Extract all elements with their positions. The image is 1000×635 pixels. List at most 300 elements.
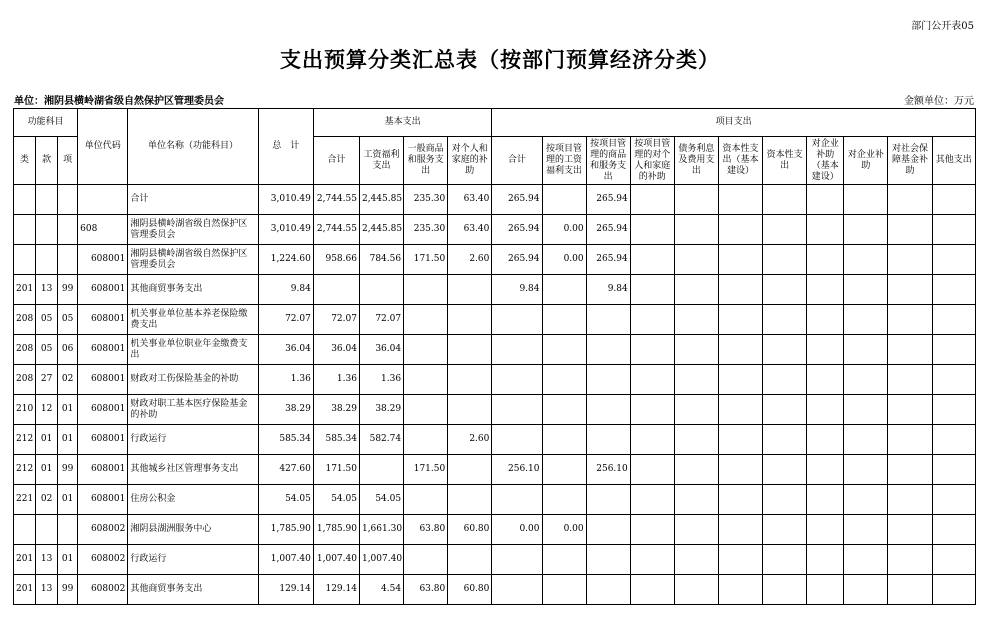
cell-kuan: 02 xyxy=(36,485,58,515)
cell-empty xyxy=(630,455,674,485)
cell-empty xyxy=(807,365,844,395)
cell-b-pers: 60.80 xyxy=(448,515,492,545)
cell-empty xyxy=(932,215,975,245)
cell-empty xyxy=(630,425,674,455)
cell-empty xyxy=(888,245,932,275)
header-basic: 基本支出 xyxy=(313,109,492,137)
cell-lei xyxy=(14,245,36,275)
cell-empty xyxy=(932,245,975,275)
cell-p-goods xyxy=(586,515,630,545)
table-number-label: 部门公开表05 xyxy=(911,21,974,32)
cell-b-goods xyxy=(404,365,448,395)
cell-empty xyxy=(932,275,975,305)
cell-b-sum: 958.66 xyxy=(313,245,359,275)
cell-total: 1,224.60 xyxy=(258,245,313,275)
cell-empty xyxy=(888,215,932,245)
cell-empty xyxy=(888,575,932,605)
cell-empty xyxy=(888,455,932,485)
cell-empty xyxy=(888,305,932,335)
cell-name: 财政对工伤保险基金的补助 xyxy=(128,365,258,395)
cell-empty xyxy=(763,245,807,275)
cell-xiang xyxy=(58,215,78,245)
cell-code: 608 xyxy=(78,215,128,245)
cell-b-sum: 38.29 xyxy=(313,395,359,425)
cell-empty xyxy=(719,365,763,395)
unit-label: 单位：湘阴县横岭湖省级自然保护区管理委员会 xyxy=(14,96,224,107)
cell-code xyxy=(78,185,128,215)
table-row xyxy=(14,545,976,575)
cell-xiang xyxy=(58,185,78,215)
cell-p-wage xyxy=(542,455,586,485)
money-unit-label: 金额单位：万元 xyxy=(904,96,974,107)
cell-empty xyxy=(807,545,844,575)
cell-xiang: 01 xyxy=(58,545,78,575)
cell-p-sum xyxy=(492,545,542,575)
budget-table xyxy=(13,108,976,605)
cell-total: 54.05 xyxy=(258,485,313,515)
cell-xiang xyxy=(58,515,78,545)
cell-p-wage xyxy=(542,365,586,395)
cell-b-goods xyxy=(404,305,448,335)
header-unit-name: 单位名称（功能科目） xyxy=(128,109,258,185)
cell-xiang: 06 xyxy=(58,335,78,365)
cell-empty xyxy=(844,515,888,545)
cell-empty xyxy=(763,575,807,605)
cell-b-pers: 63.40 xyxy=(448,185,492,215)
cell-empty xyxy=(932,455,975,485)
cell-p-goods: 256.10 xyxy=(586,455,630,485)
cell-p-sum xyxy=(492,395,542,425)
header-proj-personal: 按项目管理的对个人和家庭的补助 xyxy=(630,137,674,185)
cell-total: 72.07 xyxy=(258,305,313,335)
cell-p-goods: 265.94 xyxy=(586,215,630,245)
cell-empty xyxy=(719,395,763,425)
cell-p-goods xyxy=(586,575,630,605)
cell-kuan: 27 xyxy=(36,365,58,395)
cell-empty xyxy=(630,395,674,425)
cell-total: 129.14 xyxy=(258,575,313,605)
cell-xiang: 99 xyxy=(58,275,78,305)
cell-b-sum: 171.50 xyxy=(313,455,359,485)
header-total: 总 计 xyxy=(258,109,313,185)
cell-empty xyxy=(630,275,674,305)
cell-empty xyxy=(888,335,932,365)
cell-b-sum: 1.36 xyxy=(313,365,359,395)
cell-empty xyxy=(888,425,932,455)
cell-empty xyxy=(763,485,807,515)
cell-b-goods: 235.30 xyxy=(404,185,448,215)
cell-b-wage: 784.56 xyxy=(359,245,403,275)
cell-kuan: 13 xyxy=(36,575,58,605)
cell-p-goods: 265.94 xyxy=(586,185,630,215)
cell-b-goods xyxy=(404,395,448,425)
cell-name: 其他商贸事务支出 xyxy=(128,275,258,305)
cell-xiang: 99 xyxy=(58,455,78,485)
cell-empty xyxy=(888,545,932,575)
cell-empty xyxy=(932,545,975,575)
cell-kuan xyxy=(36,185,58,215)
cell-xiang: 01 xyxy=(58,485,78,515)
cell-total: 36.04 xyxy=(258,335,313,365)
cell-b-wage: 38.29 xyxy=(359,395,403,425)
cell-empty xyxy=(674,335,718,365)
cell-empty xyxy=(763,215,807,245)
cell-empty xyxy=(932,335,975,365)
cell-p-goods xyxy=(586,335,630,365)
cell-empty xyxy=(674,185,718,215)
cell-empty xyxy=(719,185,763,215)
cell-empty xyxy=(719,575,763,605)
cell-empty xyxy=(844,425,888,455)
cell-empty xyxy=(719,485,763,515)
cell-b-pers: 60.80 xyxy=(448,575,492,605)
cell-p-wage xyxy=(542,185,586,215)
table-row xyxy=(14,215,976,245)
cell-empty xyxy=(888,365,932,395)
cell-b-pers: 2.60 xyxy=(448,245,492,275)
cell-empty xyxy=(844,215,888,245)
cell-b-goods: 235.30 xyxy=(404,215,448,245)
cell-empty xyxy=(888,395,932,425)
header-proj-capital-basic: 资本性支出（基本建设） xyxy=(719,137,763,185)
table-row xyxy=(14,485,976,515)
cell-lei: 201 xyxy=(14,545,36,575)
cell-p-sum xyxy=(492,425,542,455)
cell-kuan xyxy=(36,245,58,275)
cell-b-sum xyxy=(313,275,359,305)
cell-p-sum xyxy=(492,305,542,335)
cell-code: 608001 xyxy=(78,305,128,335)
cell-p-goods xyxy=(586,365,630,395)
cell-p-sum: 265.94 xyxy=(492,245,542,275)
cell-empty xyxy=(763,365,807,395)
cell-total: 427.60 xyxy=(258,455,313,485)
cell-empty xyxy=(630,185,674,215)
cell-kuan xyxy=(36,515,58,545)
cell-p-wage xyxy=(542,275,586,305)
cell-p-wage: 0.00 xyxy=(542,515,586,545)
header-proj-capital: 资本性支出 xyxy=(763,137,807,185)
cell-name: 机关事业单位基本养老保险缴费支出 xyxy=(128,305,258,335)
cell-lei: 201 xyxy=(14,575,36,605)
cell-empty xyxy=(844,365,888,395)
cell-lei: 212 xyxy=(14,455,36,485)
table-body xyxy=(14,185,976,605)
cell-p-sum xyxy=(492,485,542,515)
cell-p-wage xyxy=(542,425,586,455)
cell-p-goods xyxy=(586,305,630,335)
cell-empty xyxy=(674,515,718,545)
cell-b-pers xyxy=(448,275,492,305)
cell-code: 608001 xyxy=(78,425,128,455)
cell-code: 608001 xyxy=(78,275,128,305)
cell-empty xyxy=(807,335,844,365)
header-proj-other: 其他支出 xyxy=(932,137,975,185)
cell-p-sum: 256.10 xyxy=(492,455,542,485)
cell-empty xyxy=(630,245,674,275)
cell-empty xyxy=(674,455,718,485)
cell-empty xyxy=(888,515,932,545)
cell-empty xyxy=(763,275,807,305)
cell-empty xyxy=(719,275,763,305)
cell-p-goods xyxy=(586,545,630,575)
table-row xyxy=(14,395,976,425)
cell-b-wage: 1,661.30 xyxy=(359,515,403,545)
cell-b-pers xyxy=(448,395,492,425)
cell-b-wage: 2,445.85 xyxy=(359,185,403,215)
cell-p-wage: 0.00 xyxy=(542,245,586,275)
cell-empty xyxy=(719,455,763,485)
cell-p-goods xyxy=(586,395,630,425)
cell-empty xyxy=(763,395,807,425)
table-row xyxy=(14,305,976,335)
cell-code: 608002 xyxy=(78,575,128,605)
cell-empty xyxy=(630,215,674,245)
table-row xyxy=(14,185,976,215)
table-row xyxy=(14,365,976,395)
cell-b-pers xyxy=(448,305,492,335)
cell-b-goods xyxy=(404,335,448,365)
cell-lei: 208 xyxy=(14,335,36,365)
cell-b-wage: 2,445.85 xyxy=(359,215,403,245)
cell-empty xyxy=(763,335,807,365)
cell-empty xyxy=(674,425,718,455)
cell-b-pers xyxy=(448,335,492,365)
cell-b-goods: 63.80 xyxy=(404,515,448,545)
cell-b-sum: 2,744.55 xyxy=(313,185,359,215)
cell-empty xyxy=(844,545,888,575)
cell-name: 其他城乡社区管理事务支出 xyxy=(128,455,258,485)
cell-empty xyxy=(630,575,674,605)
cell-name: 湘阴县横岭湖省级自然保护区管理委员会 xyxy=(128,215,258,245)
cell-b-pers xyxy=(448,485,492,515)
cell-empty xyxy=(763,185,807,215)
cell-name: 合计 xyxy=(128,185,258,215)
cell-name: 住房公积金 xyxy=(128,485,258,515)
cell-empty xyxy=(888,185,932,215)
cell-p-sum: 265.94 xyxy=(492,185,542,215)
cell-total: 3,010.49 xyxy=(258,185,313,215)
cell-empty xyxy=(807,185,844,215)
cell-p-goods: 265.94 xyxy=(586,245,630,275)
cell-lei xyxy=(14,185,36,215)
cell-lei: 210 xyxy=(14,395,36,425)
table-header xyxy=(14,109,976,185)
cell-empty xyxy=(844,245,888,275)
page-title: 支出预算分类汇总表（按部门预算经济分类） xyxy=(280,47,720,72)
cell-empty xyxy=(763,545,807,575)
cell-empty xyxy=(674,485,718,515)
cell-p-sum: 9.84 xyxy=(492,275,542,305)
cell-lei: 221 xyxy=(14,485,36,515)
cell-lei: 212 xyxy=(14,425,36,455)
cell-p-wage xyxy=(542,575,586,605)
cell-xiang xyxy=(58,245,78,275)
cell-empty xyxy=(844,575,888,605)
cell-empty xyxy=(932,185,975,215)
cell-b-sum: 54.05 xyxy=(313,485,359,515)
cell-empty xyxy=(932,425,975,455)
cell-empty xyxy=(719,545,763,575)
cell-empty xyxy=(807,395,844,425)
cell-empty xyxy=(844,335,888,365)
header-xiang: 项 xyxy=(58,137,78,185)
header-unit-code: 单位代码 xyxy=(78,109,128,185)
cell-p-wage xyxy=(542,335,586,365)
cell-empty xyxy=(674,365,718,395)
cell-empty xyxy=(674,545,718,575)
header-project: 项目支出 xyxy=(492,109,976,137)
cell-b-goods: 171.50 xyxy=(404,245,448,275)
table-row xyxy=(14,575,976,605)
cell-kuan: 01 xyxy=(36,455,58,485)
cell-code: 608001 xyxy=(78,395,128,425)
cell-b-sum: 585.34 xyxy=(313,425,359,455)
header-kuan: 款 xyxy=(36,137,58,185)
cell-empty xyxy=(763,515,807,545)
header-proj-sum: 合计 xyxy=(492,137,542,185)
cell-empty xyxy=(630,515,674,545)
cell-empty xyxy=(630,305,674,335)
cell-empty xyxy=(807,215,844,245)
cell-empty xyxy=(719,335,763,365)
cell-empty xyxy=(763,425,807,455)
cell-empty xyxy=(844,305,888,335)
cell-empty xyxy=(807,275,844,305)
cell-code: 608002 xyxy=(78,545,128,575)
cell-kuan: 05 xyxy=(36,335,58,365)
cell-lei: 208 xyxy=(14,305,36,335)
cell-empty xyxy=(844,395,888,425)
cell-b-goods xyxy=(404,545,448,575)
header-proj-ent: 对企业补助 xyxy=(844,137,888,185)
cell-empty xyxy=(932,515,975,545)
cell-name: 其他商贸事务支出 xyxy=(128,575,258,605)
cell-empty xyxy=(630,485,674,515)
cell-name: 机关事业单位职业年金缴费支出 xyxy=(128,335,258,365)
cell-empty xyxy=(807,245,844,275)
cell-code: 608001 xyxy=(78,455,128,485)
cell-total: 1.36 xyxy=(258,365,313,395)
cell-empty xyxy=(630,545,674,575)
cell-empty xyxy=(888,275,932,305)
cell-total: 1,007.40 xyxy=(258,545,313,575)
cell-name: 湘阴县横岭湖省级自然保护区管理委员会 xyxy=(128,245,258,275)
cell-empty xyxy=(674,215,718,245)
cell-b-pers xyxy=(448,545,492,575)
cell-p-wage xyxy=(542,485,586,515)
cell-empty xyxy=(844,185,888,215)
cell-total: 585.34 xyxy=(258,425,313,455)
cell-b-wage xyxy=(359,275,403,305)
cell-kuan: 12 xyxy=(36,395,58,425)
header-proj-wage: 按项目管理的工资福利支出 xyxy=(542,137,586,185)
cell-kuan: 01 xyxy=(36,425,58,455)
cell-name: 行政运行 xyxy=(128,545,258,575)
cell-empty xyxy=(674,275,718,305)
header-gongneng: 功能科目 xyxy=(14,109,78,137)
cell-p-sum: 265.94 xyxy=(492,215,542,245)
cell-empty xyxy=(932,305,975,335)
cell-empty xyxy=(763,455,807,485)
cell-empty xyxy=(719,515,763,545)
table-row xyxy=(14,425,976,455)
cell-empty xyxy=(630,365,674,395)
cell-code: 608002 xyxy=(78,515,128,545)
cell-p-goods xyxy=(586,425,630,455)
cell-kuan: 13 xyxy=(36,275,58,305)
cell-b-wage: 36.04 xyxy=(359,335,403,365)
header-proj-social: 对社会保障基金补助 xyxy=(888,137,932,185)
cell-b-goods xyxy=(404,425,448,455)
cell-empty xyxy=(932,575,975,605)
cell-kuan: 13 xyxy=(36,545,58,575)
cell-b-pers xyxy=(448,455,492,485)
cell-b-goods xyxy=(404,275,448,305)
cell-xiang: 01 xyxy=(58,425,78,455)
cell-p-sum xyxy=(492,335,542,365)
cell-b-goods: 171.50 xyxy=(404,455,448,485)
cell-empty xyxy=(674,395,718,425)
cell-b-sum: 1,785.90 xyxy=(313,515,359,545)
cell-b-sum: 2,744.55 xyxy=(313,215,359,245)
cell-xiang: 01 xyxy=(58,395,78,425)
header-proj-debt: 债务利息及费用支出 xyxy=(674,137,718,185)
cell-empty xyxy=(674,245,718,275)
cell-empty xyxy=(807,575,844,605)
cell-b-pers: 2.60 xyxy=(448,425,492,455)
cell-empty xyxy=(763,305,807,335)
cell-b-wage: 1.36 xyxy=(359,365,403,395)
cell-b-goods: 63.80 xyxy=(404,575,448,605)
cell-empty xyxy=(844,275,888,305)
table-row xyxy=(14,245,976,275)
header-lei: 类 xyxy=(14,137,36,185)
cell-kuan: 05 xyxy=(36,305,58,335)
cell-empty xyxy=(807,425,844,455)
cell-name: 财政对职工基本医疗保险基金的补助 xyxy=(128,395,258,425)
cell-lei xyxy=(14,515,36,545)
table-row xyxy=(14,455,976,485)
cell-p-goods: 9.84 xyxy=(586,275,630,305)
cell-xiang: 99 xyxy=(58,575,78,605)
cell-empty xyxy=(674,305,718,335)
cell-b-goods xyxy=(404,485,448,515)
cell-p-goods xyxy=(586,485,630,515)
cell-b-wage xyxy=(359,455,403,485)
cell-empty xyxy=(630,335,674,365)
cell-empty xyxy=(719,215,763,245)
cell-empty xyxy=(719,245,763,275)
cell-name: 湘阴县湖洲服务中心 xyxy=(128,515,258,545)
cell-empty xyxy=(844,455,888,485)
cell-b-pers: 63.40 xyxy=(448,215,492,245)
cell-empty xyxy=(807,485,844,515)
cell-p-wage xyxy=(542,395,586,425)
cell-code: 608001 xyxy=(78,365,128,395)
cell-p-wage: 0.00 xyxy=(542,215,586,245)
cell-empty xyxy=(807,515,844,545)
header-basic-goods: 一般商品和服务支出 xyxy=(404,137,448,185)
cell-name: 行政运行 xyxy=(128,425,258,455)
cell-total: 3,010.49 xyxy=(258,215,313,245)
cell-lei xyxy=(14,215,36,245)
header-basic-sum: 合计 xyxy=(313,137,359,185)
cell-empty xyxy=(807,455,844,485)
cell-total: 9.84 xyxy=(258,275,313,305)
header-basic-wage: 工资福利支出 xyxy=(359,137,403,185)
cell-xiang: 02 xyxy=(58,365,78,395)
